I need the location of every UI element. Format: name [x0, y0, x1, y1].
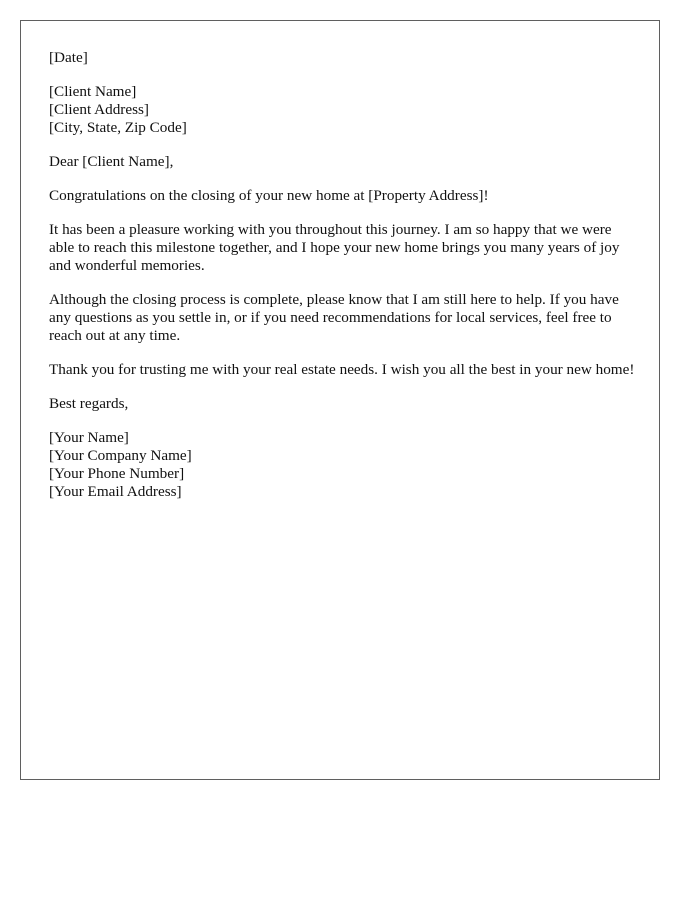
closing: Best regards,	[49, 395, 129, 412]
letter-page	[20, 20, 660, 780]
letter-date: [Date]	[49, 49, 88, 66]
paragraph-thanks: Thank you for trusting me with your real estate needs. I wish you all the best in your new home!	[49, 361, 635, 378]
recipient-name: [Client Name]	[49, 83, 137, 100]
paragraph-pleasure: It has been a pleasure working with you throughout this journey. I am so happy that we were able to reach this milestone together, and I hope your new home brings you many years of joy and wonderful memories.	[49, 221, 620, 274]
date-block	[49, 49, 639, 67]
signature-company: [Your Company Name]	[49, 447, 192, 464]
recipient-address: [Client Address]	[49, 101, 149, 118]
paragraph-congratulations: Congratulations on the closing of your new home at [Property Address]!	[49, 187, 489, 204]
letter-content	[49, 49, 639, 517]
recipient-address-block	[49, 83, 639, 137]
closing-block	[49, 395, 639, 413]
salutation-block	[49, 153, 639, 171]
salutation: Dear [Client Name],	[49, 153, 174, 170]
signature-email: [Your Email Address]	[49, 483, 182, 500]
signature-phone: [Your Phone Number]	[49, 465, 185, 482]
recipient-city-state-zip: [City, State, Zip Code]	[49, 119, 187, 136]
signature-name: [Your Name]	[49, 429, 129, 446]
paragraph-support: Although the closing process is complete, please know that I am still here to help. If you have any questions as you settle in, or if you need recommendations for local services, feel free to reach out at any time.	[49, 291, 619, 344]
signature-block	[49, 429, 639, 501]
